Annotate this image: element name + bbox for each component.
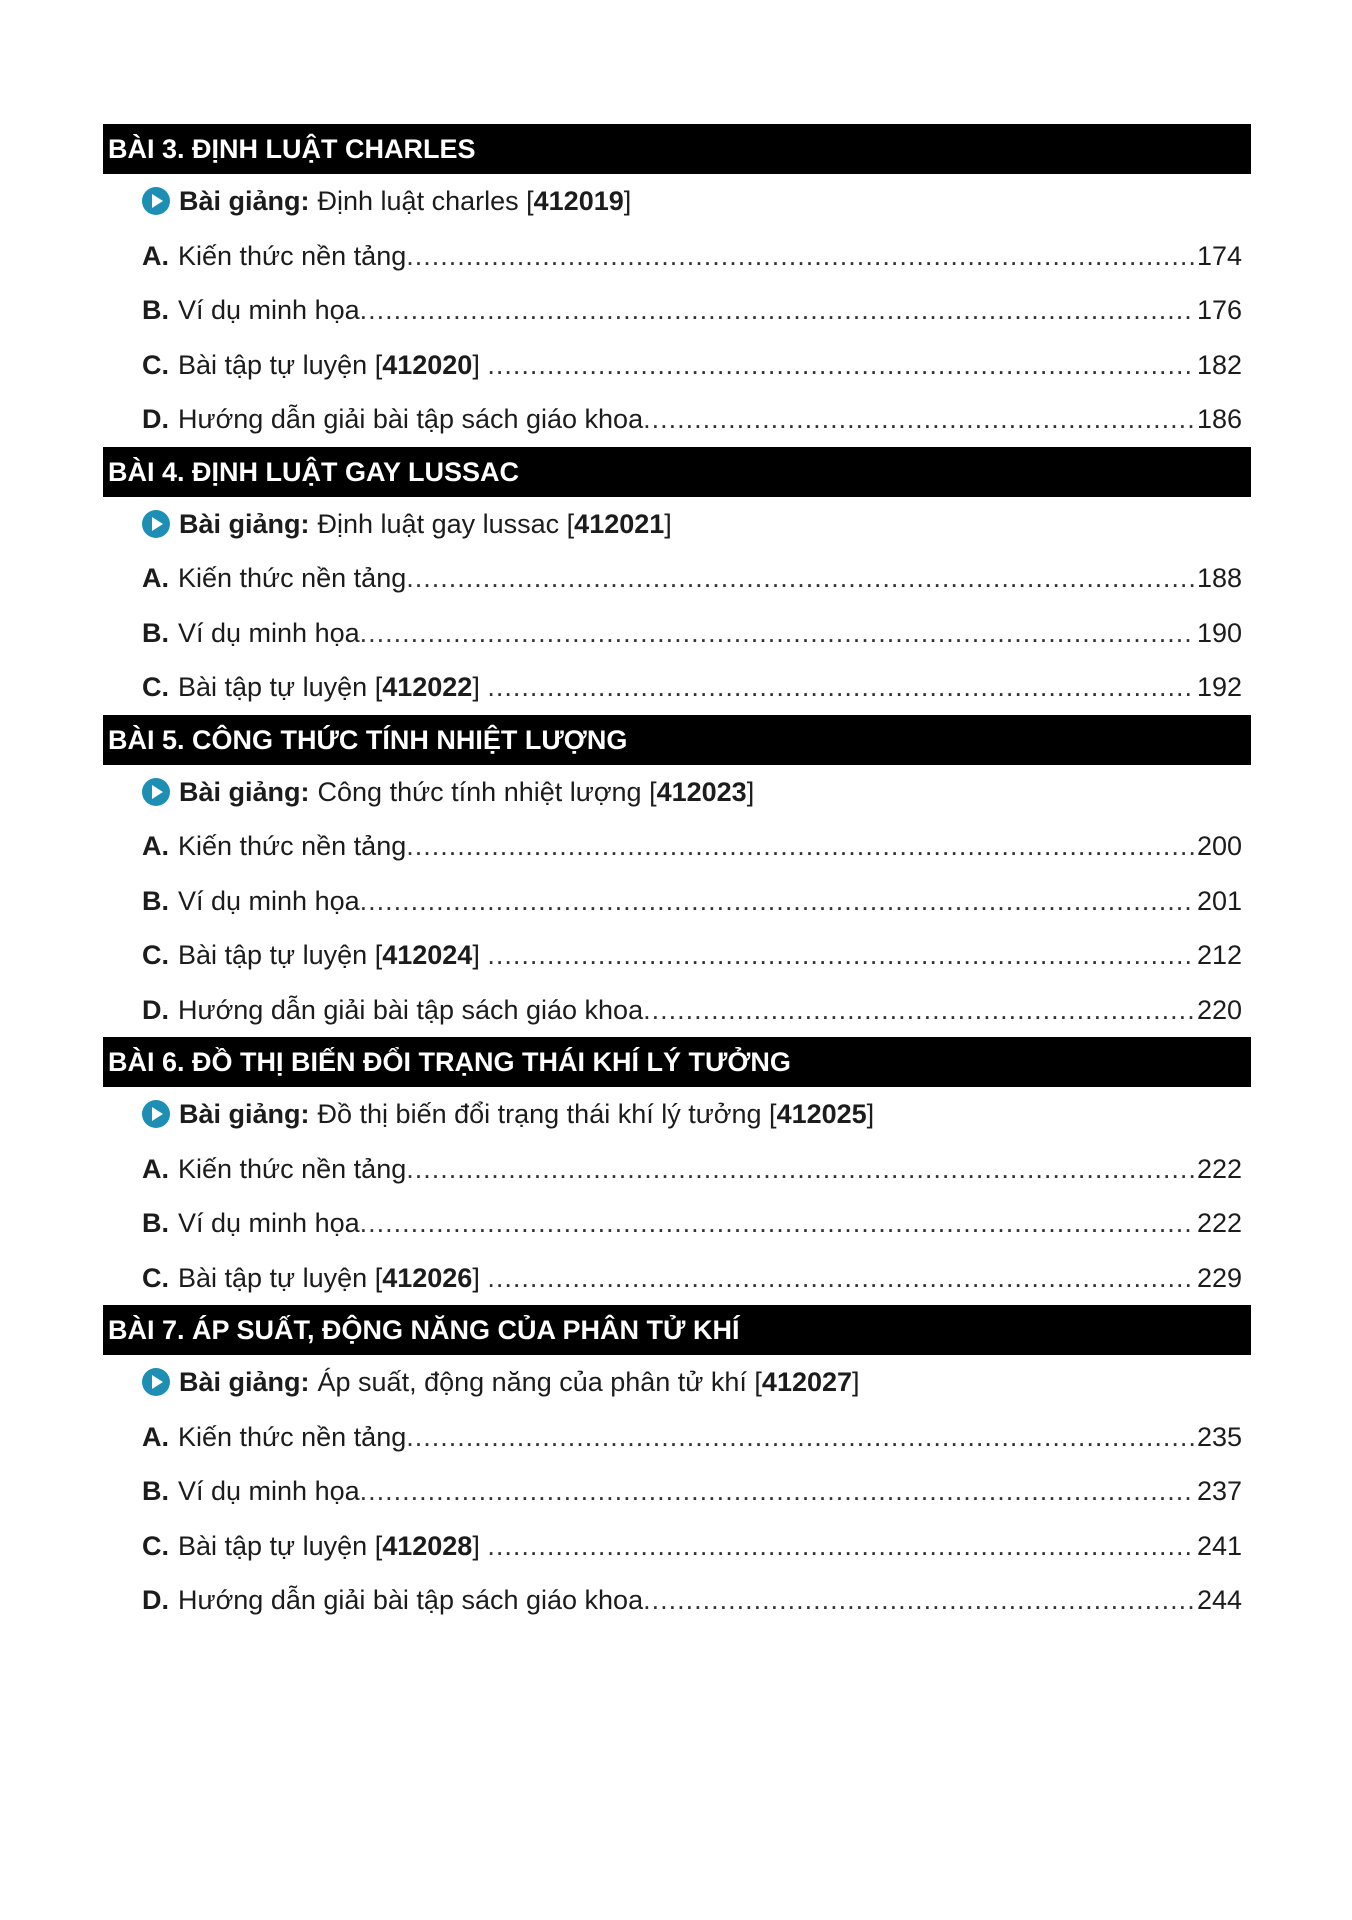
dot-leader [406,1142,1195,1197]
lecture-title: Định luật gay lussac [317,508,560,539]
entry-page-number: 222 [1196,1208,1242,1238]
entry-code: 412028 [382,1530,473,1561]
entry-page-number: 222 [1196,1153,1242,1184]
toc-entry[interactable] [142,1196,1242,1251]
entry-page-number: 241 [1196,1530,1242,1561]
toc-entry[interactable] [142,392,1242,447]
entry-text: Ví dụ minh họa [178,885,360,916]
dot-leader [360,283,1195,338]
lecture-code: 412021 [574,508,665,539]
lecture-label: Bài giảng: [179,1367,310,1397]
entry-text: Bài tập tự luyện [178,349,368,380]
entry-page-number: 176 [1196,295,1242,325]
dot-leader [643,1573,1195,1628]
toc-section [0,447,1352,715]
entry-letter: C. [142,940,169,970]
lecture-title: Đồ thị biến đổi trạng thái khí lý tưởng [317,1099,762,1129]
entry-letter: D. [142,1585,169,1615]
section-header: BÀI 4. ĐỊNH LUẬT GAY LUSSAC [103,447,1251,497]
entry-letter: C. [142,1262,169,1293]
lecture-code-wrapper: [412023] [641,776,755,807]
entry-text: Ví dụ minh họa [178,617,360,648]
entry-letter: B. [142,885,169,916]
entry-text: Kiến thức nền tảng [178,1153,407,1184]
entry-text: Kiến thức nền tảng [178,1421,407,1452]
toc-entry[interactable] [142,874,1242,929]
entry-letter: C. [142,349,169,380]
entry-letter: C. [142,1530,169,1561]
entry-page-number: 186 [1196,404,1242,434]
entry-text: Hướng dẫn giải bài tập sách giáo khoa [178,994,644,1025]
entry-page-number: 244 [1196,1585,1242,1615]
lecture-link[interactable] [0,1355,1352,1410]
entry-letter: B. [142,295,169,325]
toc-entry[interactable] [142,1519,1242,1574]
lecture-label: Bài giảng: [179,508,310,539]
entry-page-number: 192 [1196,672,1242,702]
entry-text: Ví dụ minh họa [178,1476,360,1506]
entry-letter: A. [142,1153,169,1184]
entry-letter: B. [142,617,169,648]
toc-entry[interactable] [142,819,1242,874]
lecture-link[interactable] [0,174,1352,229]
dot-leader [360,1196,1195,1251]
dot-leader [406,229,1195,284]
toc-entry[interactable] [142,928,1242,983]
entry-code-wrapper: [412028] [367,1530,488,1561]
toc-entry[interactable] [142,229,1242,284]
entry-text: Kiến thức nền tảng [178,240,407,271]
entry-code: 412026 [382,1262,473,1293]
entry-text: Bài tập tự luyện [178,940,368,970]
entry-page-number: 229 [1196,1262,1242,1293]
section-header: BÀI 7. ÁP SUẤT, ĐỘNG NĂNG CỦA PHÂN TỬ KHÍ [103,1305,1251,1355]
entry-code-wrapper: [412024] [367,940,488,970]
toc-entry[interactable] [142,660,1242,715]
dot-leader [487,928,1195,983]
entry-letter: A. [142,563,169,593]
lecture-code-wrapper: [412027] [746,1367,860,1397]
entry-text: Bài tập tự luyện [178,672,368,702]
section-header: BÀI 6. ĐỒ THỊ BIẾN ĐỔI TRẠNG THÁI KHÍ LÝ TƯỞNG [103,1037,1251,1087]
entry-letter: A. [142,1421,169,1452]
dot-leader [643,392,1195,447]
entry-code-wrapper: [412022] [367,672,488,702]
dot-leader [406,1410,1195,1465]
play-icon [142,1100,170,1128]
dot-leader [487,1519,1195,1574]
play-icon [142,1368,170,1396]
entry-page-number: 190 [1196,617,1242,648]
toc-entry[interactable] [142,983,1242,1038]
dot-leader [406,551,1195,606]
lecture-code-wrapper: [412025] [761,1099,875,1129]
toc-entry[interactable] [142,1410,1242,1465]
entry-page-number: 188 [1196,563,1242,593]
lecture-code: 412027 [761,1367,853,1397]
entry-code: 412022 [382,672,473,702]
entry-page-number: 212 [1196,940,1242,970]
entry-page-number: 182 [1196,349,1242,380]
entry-text: Hướng dẫn giải bài tập sách giáo khoa [178,1585,644,1615]
entry-code: 412020 [382,349,473,380]
toc-section [0,124,1352,447]
lecture-title: Công thức tính nhiệt lượng [317,776,642,807]
entry-page-number: 201 [1196,885,1242,916]
lecture-link[interactable] [0,497,1352,552]
entry-page-number: 237 [1196,1476,1242,1506]
entry-letter: C. [142,672,169,702]
entry-letter: D. [142,404,169,434]
entry-text: Kiến thức nền tảng [178,563,407,593]
toc-entry[interactable] [142,1573,1242,1628]
lecture-code: 412019 [533,186,624,216]
lecture-label: Bài giảng: [179,1099,310,1129]
toc-section [0,715,1352,1038]
entry-text: Ví dụ minh họa [178,1208,360,1238]
section-header: BÀI 3. ĐỊNH LUẬT CHARLES [103,124,1251,174]
dot-leader [487,660,1195,715]
section-header: BÀI 5. CÔNG THỨC TÍNH NHIỆT LƯỢNG [103,715,1251,765]
entry-page-number: 174 [1196,240,1242,271]
play-icon [142,187,170,215]
lecture-link[interactable] [0,1087,1352,1142]
play-icon [142,510,170,538]
lecture-label: Bài giảng: [179,186,310,216]
toc-entry[interactable] [142,606,1242,661]
toc-entry[interactable] [142,338,1242,393]
entry-page-number: 200 [1196,831,1242,861]
dot-leader [360,1464,1195,1519]
lecture-label: Bài giảng: [179,776,310,807]
lecture-link[interactable] [0,765,1352,820]
entry-text: Kiến thức nền tảng [178,831,407,861]
entry-letter: B. [142,1208,169,1238]
entry-text: Ví dụ minh họa [178,295,360,325]
entry-letter: D. [142,994,169,1025]
entry-code-wrapper: [412020] [367,349,488,380]
toc-entry[interactable] [142,1142,1242,1197]
lecture-code: 412025 [776,1099,867,1129]
toc-section [0,1305,1352,1628]
toc-entry[interactable] [142,1464,1242,1519]
entry-letter: A. [142,240,169,271]
dot-leader [487,338,1195,393]
play-icon [142,778,170,806]
entry-code-wrapper: [412026] [367,1262,488,1293]
dot-leader [360,606,1195,661]
lecture-title: Định luật charles [317,186,519,216]
entry-letter: B. [142,1476,169,1506]
table-of-contents [0,124,1352,1628]
entry-letter: A. [142,831,169,861]
lecture-title: Áp suất, động năng của phân tử khí [317,1367,747,1397]
entry-text: Hướng dẫn giải bài tập sách giáo khoa [178,404,644,434]
lecture-code-wrapper: [412021] [559,508,672,539]
entry-text: Bài tập tự luyện [178,1530,368,1561]
entry-code: 412024 [382,940,473,970]
toc-entry[interactable] [142,1251,1242,1306]
toc-entry[interactable] [142,551,1242,606]
lecture-code-wrapper: [412019] [518,186,632,216]
entry-page-number: 220 [1196,994,1242,1025]
dot-leader [360,874,1195,929]
dot-leader [406,819,1195,874]
lecture-code: 412023 [656,776,747,807]
toc-section [0,1037,1352,1305]
entry-text: Bài tập tự luyện [178,1262,368,1293]
toc-entry[interactable] [142,283,1242,338]
entry-page-number: 235 [1196,1421,1242,1452]
dot-leader [487,1251,1195,1306]
dot-leader [643,983,1195,1038]
